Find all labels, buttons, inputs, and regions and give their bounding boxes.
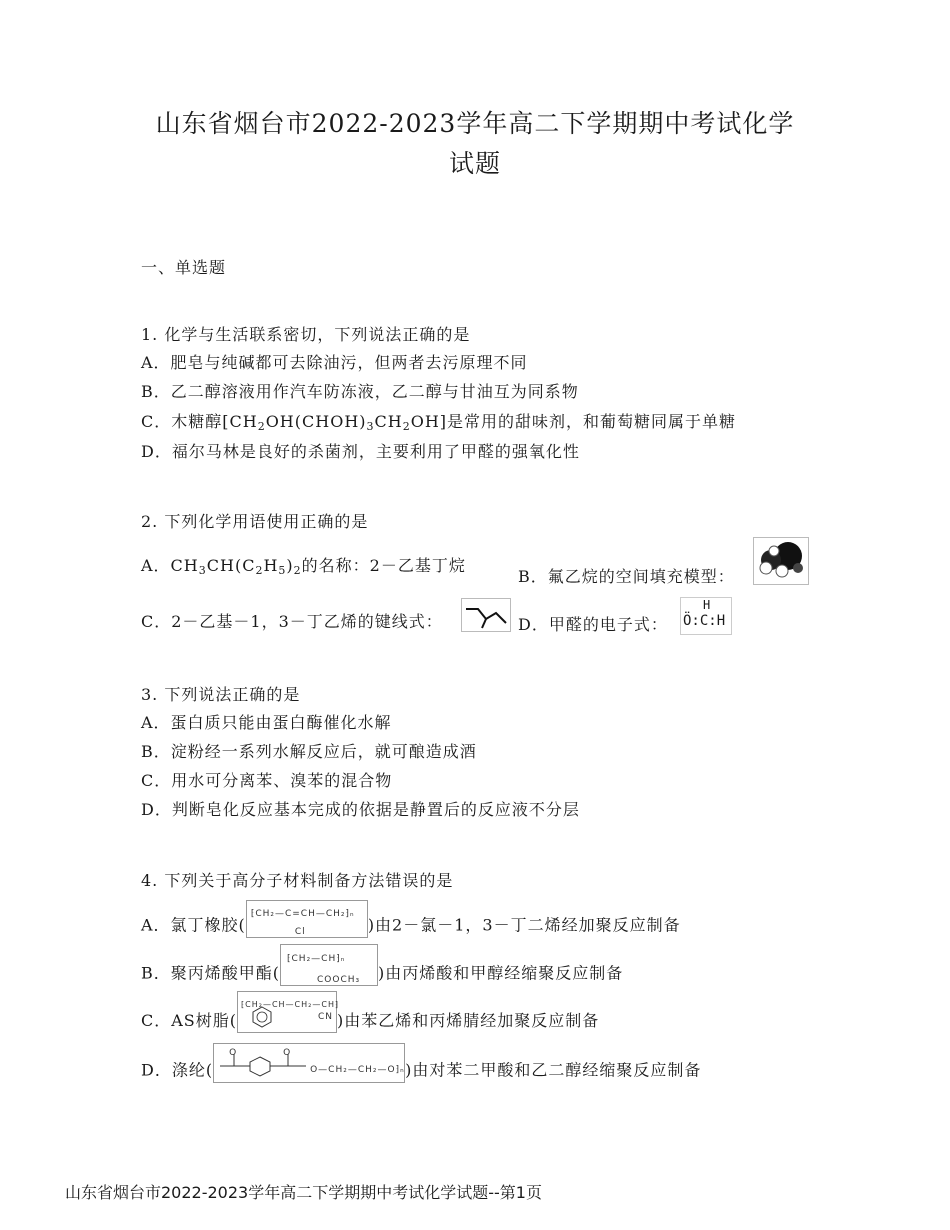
benzene-ring-icon: [252, 1006, 272, 1028]
q2-option-d: D．甲醛的电子式：: [518, 615, 668, 634]
page-footer: 山东省烟台市2022-2023学年高二下学期期中考试化学试题--第1页: [65, 1183, 542, 1202]
q2-a-text: 的名称：2－乙基丁烷: [301, 556, 466, 575]
q1-stem: 1. 化学与生活联系密切，下列说法正确的是: [141, 325, 471, 344]
page-title: [130, 104, 820, 184]
q2-a-text: ): [286, 556, 294, 575]
q4-d-pre: D．涤纶(: [141, 1060, 214, 1080]
q2-stem: 2. 下列化学用语使用正确的是: [141, 512, 369, 531]
q4-stem: 4. 下列关于高分子材料制备方法错误的是: [141, 871, 454, 890]
formula-line: ⁅CH₂—CH⁆ₙ: [287, 954, 346, 964]
space-filling-model-icon: [754, 538, 808, 584]
polyester-formula: [213, 1043, 405, 1083]
q1-option-d: D．福尔马林是良好的杀菌剂，主要利用了甲醛的强氧化性: [141, 442, 580, 461]
electron-h-top: H: [703, 598, 711, 612]
q2-a-sub: 2: [255, 564, 264, 577]
q4-c-pre: C．AS树脂(: [141, 1011, 238, 1030]
fluoroethane-model-image: [753, 537, 809, 585]
q2-a-sub: 3: [198, 564, 207, 577]
q4-a-pre: A．氯丁橡胶(: [141, 915, 246, 935]
q2-a-sub: 5: [278, 564, 287, 577]
q2-a-sub: 2: [293, 564, 302, 577]
formula-substituent: Cl: [294, 927, 306, 937]
q2-option-c: C．2－乙基－1，3－丁乙烯的键线式：: [141, 612, 443, 631]
formula-substituent: COOCH₃: [317, 975, 361, 985]
q1-c-sub: 2: [402, 420, 411, 433]
q1-c-text: CH: [374, 412, 403, 431]
q3-option-b: B．淀粉经一系列水解反应后，就可酿造成酒: [141, 742, 477, 761]
polymethyl-acrylate-formula: [280, 944, 378, 986]
q3-option-c: C．用水可分离苯、溴苯的混合物: [141, 771, 393, 790]
chloroprene-rubber-formula: [246, 900, 368, 938]
q1-option-a: A．肥皂与纯碱都可去除油污，但两者去污原理不同: [141, 353, 528, 372]
title-line-1: 山东省烟台市2022-2023学年高二下学期期中考试化学: [155, 109, 795, 138]
q1-c-sub: 3: [366, 420, 375, 433]
formaldehyde-electron-image: [680, 597, 732, 635]
carbonyl-o: O: [229, 1048, 238, 1058]
formula-line: ⁅CH₂—CH—CH₂—CH⁆: [241, 999, 340, 1009]
q3-stem: 3. 下列说法正确的是: [141, 685, 301, 704]
q2-a-text: H: [263, 556, 279, 575]
q4-option-b: [141, 954, 624, 986]
q2-a-text: CH(C: [206, 556, 256, 575]
skeletal-formula-image: [461, 598, 511, 632]
q2-option-a: [141, 555, 466, 577]
carbonyl-o: O: [283, 1048, 292, 1058]
q3-option-d: D．判断皂化反应基本完成的依据是静置后的反应液不分层: [141, 800, 580, 819]
q2-option-b: B．氟乙烷的空间填充模型：: [518, 567, 735, 586]
q1-c-text: OH(CHOH): [265, 412, 367, 431]
bond-line-icon: [462, 599, 510, 631]
q4-option-c: [141, 999, 600, 1033]
title-line-2: 试题: [448, 149, 501, 178]
section-heading: 一、单选题: [141, 258, 227, 277]
q1-c-text: OH]是常用的甜味剂，和葡萄糖同属于单糖: [410, 412, 737, 431]
q4-b-pre: B．聚丙烯酸甲酯(: [141, 963, 281, 983]
q1-c-sub: 2: [257, 420, 266, 433]
q4-option-a: [141, 909, 681, 938]
q1-c-text: C．木糖醇[CH: [141, 412, 258, 431]
q4-option-d: [141, 1048, 702, 1083]
formula-substituent: CN: [318, 1011, 334, 1022]
q4-d-post: )由对苯二甲酸和乙二醇经缩聚反应制备: [405, 1060, 702, 1080]
q2-a-text: A．CH: [141, 556, 199, 575]
q1-option-c: [141, 411, 736, 433]
electron-formula: Ö:C:H: [683, 613, 726, 629]
q4-b-post: )由丙烯酸和甲醇经缩聚反应制备: [378, 963, 624, 983]
q3-option-a: A．蛋白质只能由蛋白酶催化水解: [141, 713, 392, 732]
formula-line: O—CH₂—CH₂—O⁆ₙ: [310, 1065, 405, 1075]
formula-line: ⁅CH₂—C=CH—CH₂⁆ₙ: [250, 909, 355, 919]
q1-option-b: B．乙二醇溶液用作汽车防冻液，乙二醇与甘油互为同系物: [141, 382, 579, 401]
q4-a-post: )由2－氯－1，3－丁二烯经加聚反应制备: [367, 915, 681, 935]
as-resin-formula: [237, 991, 340, 1033]
q4-c-post: )由苯乙烯和丙烯腈经加聚反应制备: [337, 1011, 600, 1030]
